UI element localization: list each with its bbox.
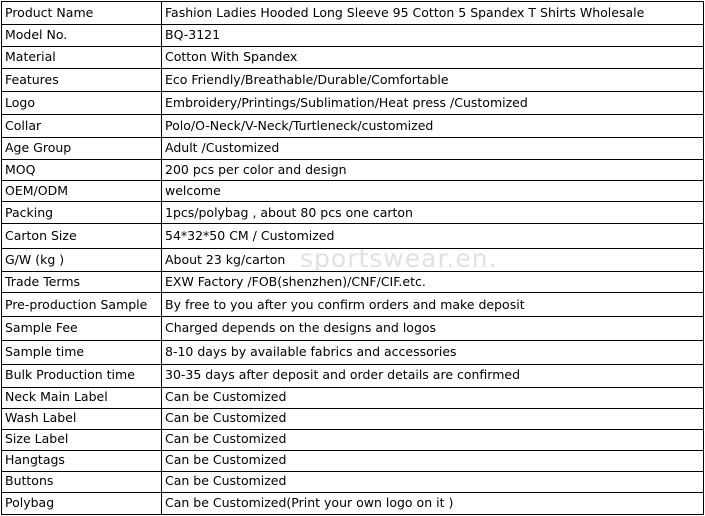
table-row: [2, 47, 704, 69]
row-value: By free to you after you confirm orders and make deposit: [162, 293, 704, 317]
table-row: [2, 249, 704, 272]
product-spec-table: [1, 1, 704, 515]
table-row: [2, 387, 704, 408]
table-row: [2, 202, 704, 224]
row-label: Logo: [2, 92, 162, 115]
table-row: [2, 160, 704, 181]
table-row: [2, 25, 704, 47]
row-label: Trade Terms: [2, 272, 162, 293]
table-row: [2, 181, 704, 202]
row-value: Polo/O-Neck/V-Neck/Turtleneck/customized: [162, 115, 704, 138]
row-label: OEM/ODM: [2, 181, 162, 202]
row-value: Adult /Customized: [162, 138, 704, 160]
row-value: 54*32*50 CM / Customized: [162, 224, 704, 249]
row-value: About 23 kg/carton: [162, 249, 704, 272]
row-value: Fashion Ladies Hooded Long Sleeve 95 Cotton 5 Spandex T Shirts Wholesale: [162, 2, 704, 25]
row-label: Pre-production Sample: [2, 293, 162, 317]
row-label: Buttons: [2, 471, 162, 492]
row-value: Can be Customized: [162, 450, 704, 471]
table-row: [2, 408, 704, 429]
row-label: Sample Fee: [2, 317, 162, 340]
row-value: EXW Factory /FOB(shenzhen)/CNF/CIF.etc.: [162, 272, 704, 293]
row-label: Product Name: [2, 2, 162, 25]
row-value: Charged depends on the designs and logos: [162, 317, 704, 340]
row-value: welcome: [162, 181, 704, 202]
row-label: G/W (kg ): [2, 249, 162, 272]
table-row: [2, 364, 704, 387]
row-label: Sample time: [2, 340, 162, 364]
table-row: [2, 429, 704, 450]
table-row: [2, 317, 704, 340]
row-value: 200 pcs per color and design: [162, 160, 704, 181]
row-label: Wash Label: [2, 408, 162, 429]
row-label: Packing: [2, 202, 162, 224]
row-label: Material: [2, 47, 162, 69]
watermark: sportswear.en.: [300, 244, 498, 273]
table-row: [2, 69, 704, 92]
table-row: [2, 293, 704, 317]
table-row: [2, 450, 704, 471]
table-row: [2, 471, 704, 492]
table-row: [2, 224, 704, 249]
row-value: Can be Customized(Print your own logo on it ): [162, 492, 704, 514]
row-label: Model No.: [2, 25, 162, 47]
table-row: [2, 92, 704, 115]
row-value: 1pcs/polybag , about 80 pcs one carton: [162, 202, 704, 224]
row-label: Hangtags: [2, 450, 162, 471]
row-value: Can be Customized: [162, 429, 704, 450]
row-value: Cotton With Spandex: [162, 47, 704, 69]
row-value: Can be Customized: [162, 408, 704, 429]
table-row: [2, 272, 704, 293]
row-value: BQ-3121: [162, 25, 704, 47]
table-row: [2, 138, 704, 160]
table-row: [2, 2, 704, 25]
row-label: Size Label: [2, 429, 162, 450]
row-value: 8-10 days by available fabrics and accessories: [162, 340, 704, 364]
row-label: Polybag: [2, 492, 162, 514]
row-label: Age Group: [2, 138, 162, 160]
table-row: [2, 492, 704, 514]
table-row: [2, 115, 704, 138]
row-label: Features: [2, 69, 162, 92]
row-value: Can be Customized: [162, 471, 704, 492]
row-value: 30-35 days after deposit and order details are confirmed: [162, 364, 704, 387]
row-label: Carton Size: [2, 224, 162, 249]
row-label: Collar: [2, 115, 162, 138]
row-value: Embroidery/Printings/Sublimation/Heat press /Customized: [162, 92, 704, 115]
row-label: MOQ: [2, 160, 162, 181]
row-label: Neck Main Label: [2, 387, 162, 408]
row-value: Can be Customized: [162, 387, 704, 408]
row-label: Bulk Production time: [2, 364, 162, 387]
table-row: [2, 340, 704, 364]
row-value: Eco Friendly/Breathable/Durable/Comfortable: [162, 69, 704, 92]
